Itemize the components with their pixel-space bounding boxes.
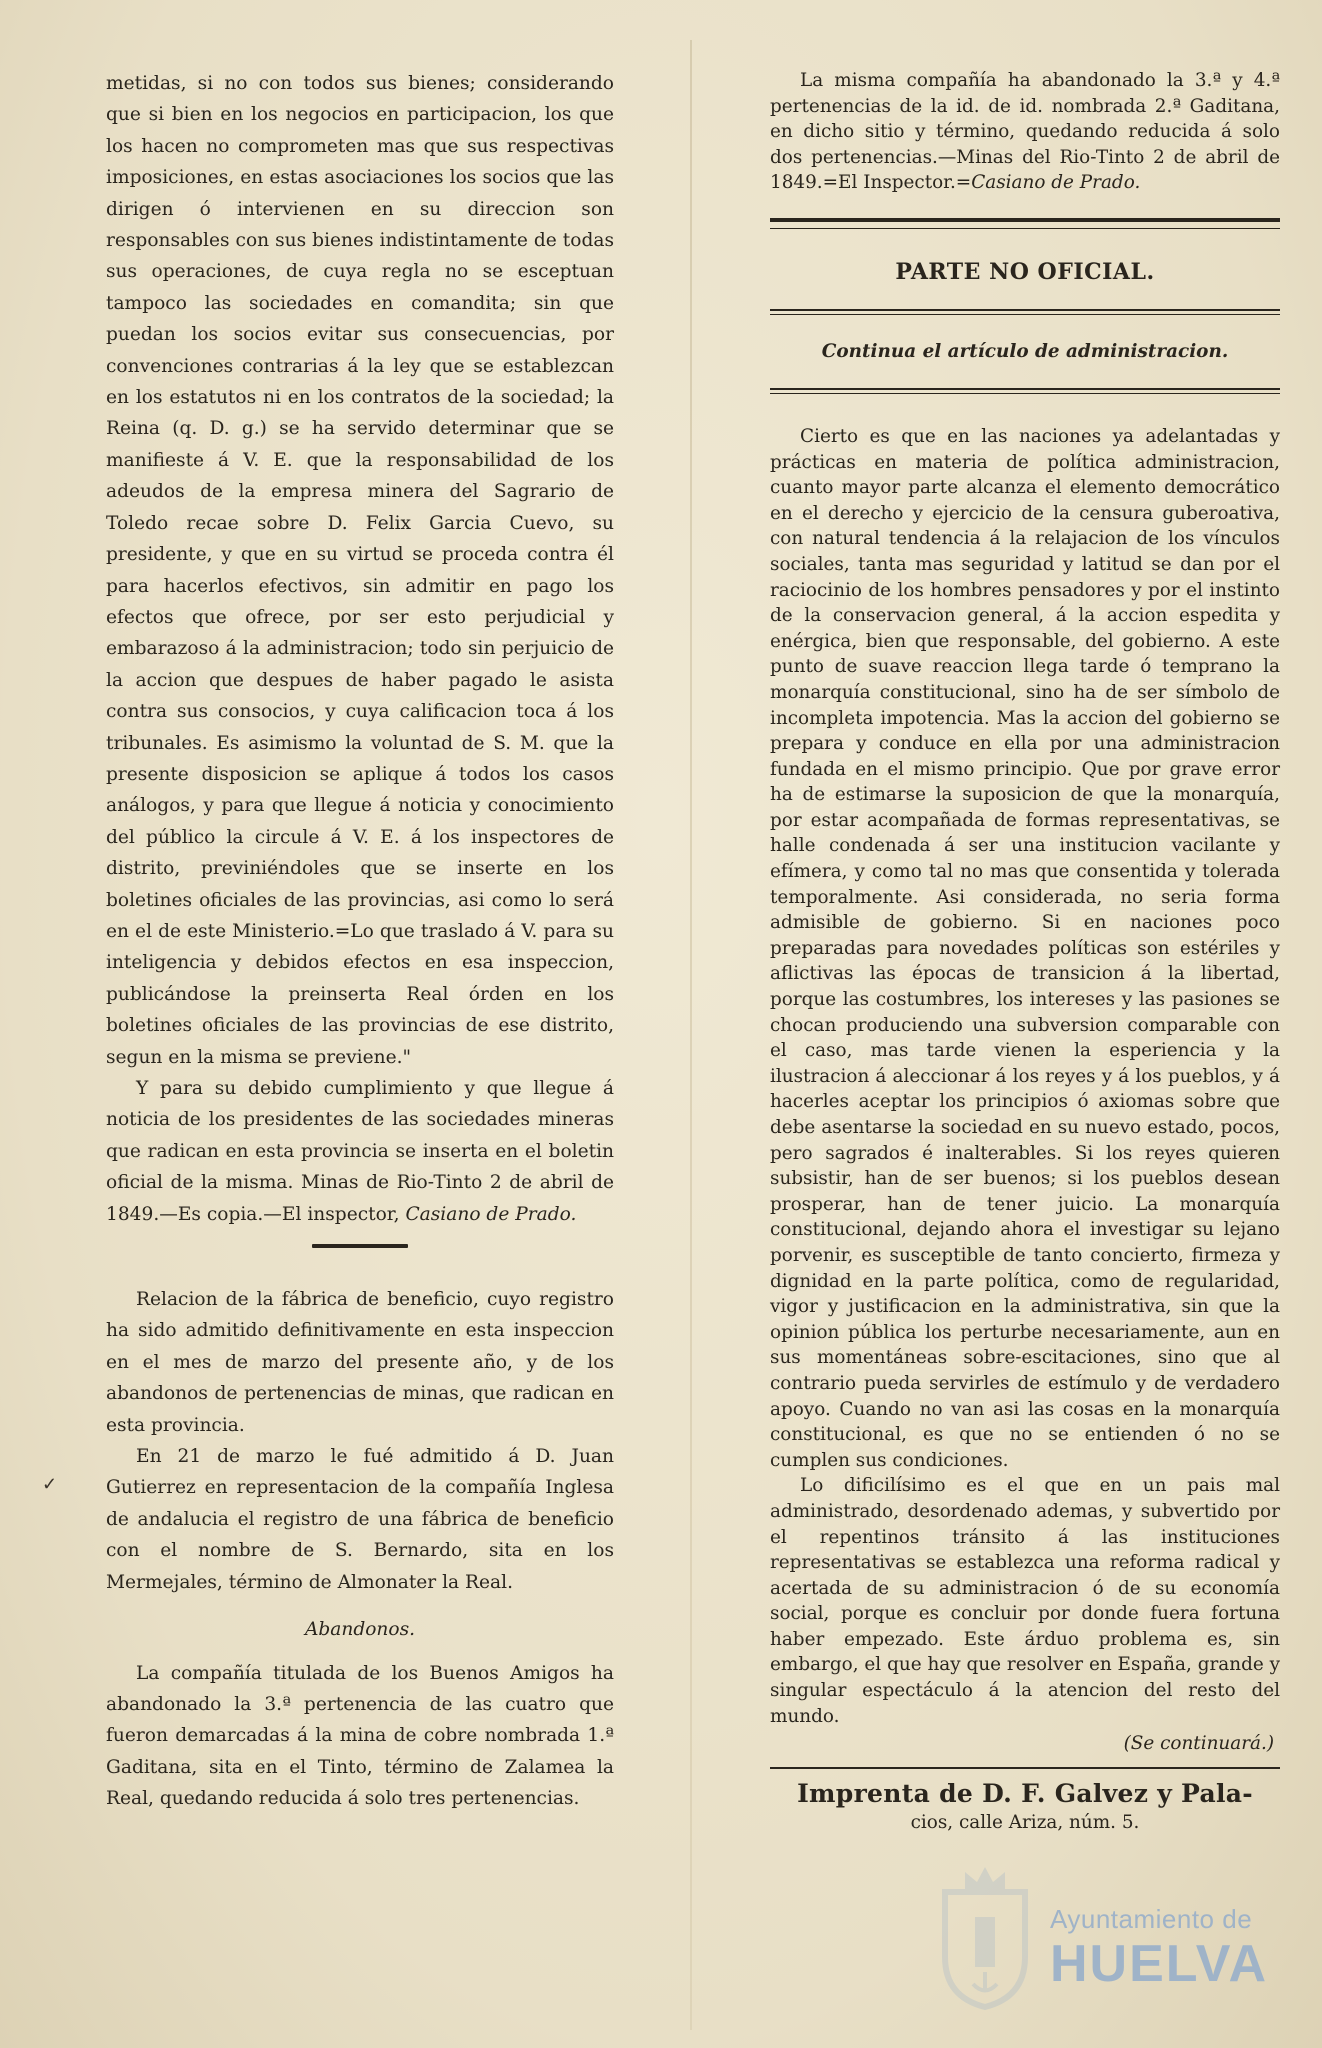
abandonos-heading: Abandonos.	[304, 1619, 416, 1641]
imprint-line-2: cios, calle Ariza, núm. 5.	[910, 1811, 1140, 1833]
left-paragraph-2	[106, 1073, 614, 1230]
imprint-line-1: Imprenta de D. F. Galvez y Pala-	[797, 1778, 1253, 1808]
section-subtitle: Continua el artículo de administracion.	[821, 340, 1229, 362]
right-paragraph-3: Lo dificilísimo es el que en un pais mal administrado, desordenado ademas, y subvertido por el repentinos tránsito á las instituciones representativas se establezca una reforma radical y acertada de su administracion ó de su economía social, porque es concluir por donde fuera fortuna haber empezado. Este árduo problema es, sin embargo, el que hay que resolver en España, grande y singular espectáculo á la atencion del resto del mundo.	[770, 1475, 1280, 1727]
right-signature: Casiano de Prado.	[971, 172, 1141, 194]
left-paragraph-2-text: Y para su debido cumplimiento y que llegue á noticia de los presidentes de las sociedades mineras que radican en esta provincia se inserta en el boletin oficial de la misma. Minas de Rio-Tinto 2 de abril de 1849.—Es copia.—El inspector,	[106, 1078, 614, 1225]
coat-of-arms-icon	[935, 1862, 1035, 2012]
subtitle-divider	[770, 388, 1280, 394]
right-column	[770, 68, 1280, 1833]
imprint-divider	[770, 1767, 1280, 1769]
section-title: PARTE NO OFICIAL.	[895, 258, 1155, 285]
right-paragraph-1	[770, 68, 1280, 196]
column-gutter	[690, 40, 692, 2030]
margin-mark: ✓	[42, 1474, 58, 1495]
left-paragraph-5: La compañía titulada de los Buenos Amigos ha abandonado la 3.ª pertenencia de las cuatro que fueron demarcadas á la mina de cobre nombrada 1.ª Gaditana, sita en el Tinto, término de Zalamea la Real, quedando reducida á solo tres pertenencias.	[106, 1662, 614, 1810]
left-paragraph-1: metidas, si no con todos sus bienes; considerando que si bien en los negocios en participacion, los que los hacen no comprometen mas que sus respectivas imposiciones, en estas asociaciones los socios que las dirigen ó intervienen en su direccion son responsables con sus bienes indistintamente de todas sus operaciones, de cuya regla no se esceptuan tampoco las sociedades en comandita; sin que puedan los socios evitar sus consecuencias, por convenciones contrarias á la ley que se establezcan en los estatutos ni en los contratos de la sociedad; la Reina (q. D. g.) se ha servido determinar que se manifieste á V. E. que la responsabilidad de los adeudos de la empresa minera del Sagrario de Toledo recae sobre D. Felix Garcia Cuevo, su presidente, y que en su virtud se proceda contra él para hacerlos efectivos, sin admitir en pago los efectos que ofrece, por ser esto perjudicial y embarazoso á la administracion; todo sin perjuicio de la accion que despues de haber pagado le asista contra sus consocios, y cuya calificacion toca á los tribunales. Es asimismo la voluntad de S. M. que la presente disposicion se aplique á todos los casos análogos, y para que llegue á noticia y conocimiento del público la circule á V. E. á los inspectores de distrito, previniéndoles que se inserte en los boletines oficiales de las provincias, asi como lo será en el de este Ministerio.=Lo que traslado á V. para su inteligencia y debidos efectos en esa inspeccion, publicándose la preinserta Real órden en los boletines oficiales de las provincias de ese distrito, segun en la misma se previene."	[106, 73, 614, 1068]
left-paragraph-3: Relacion de la fábrica de beneficio, cuyo registro ha sido admitido definitivamente en esta inspeccion en el mes de marzo del presente año, y de los abandonos de pertenencias de minas, que radican en esta provincia.	[106, 1289, 614, 1436]
left-signature: Casiano de Prado.	[405, 1203, 577, 1225]
left-paragraph-4: En 21 de marzo le fué admitido á D. Juan Gutierrez en representacion de la compañía Inglesa de andalucia el registro de una fábrica de beneficio con el nombre de S. Bernardo, sita en los Mermejales, término de Almonater la Real.	[106, 1446, 614, 1593]
heavy-divider	[770, 218, 1280, 229]
watermark-line-1: Ayuntamiento de	[1050, 1904, 1253, 1934]
right-paragraph-2: Cierto es que en las naciones ya adelantadas y prácticas en materia de política administracion, cuanto mayor parte alcanza el elemento democrático en el derecho y ejercicio de la censura guberoativa, con natural tendencia á la relajacion de los vínculos sociales, tanta mas seguridad y latitud se dan por el raciocinio de los hombres pensadores y por el instinto de la conservacion general, á la accion espedita y enérgica, bien que responsable, del gobierno. A este punto de suave reaccion llega tarde ó temprano la monarquía constitucional, sino ha de ser símbolo de incompleta impotencia. Mas la accion del gobierno se prepara y conduce en ella por una administracion fundada en el mismo principio. Que por grave error ha de estimarse la suposicion de que la monarquía, por estar acompañada de formas representativas, se halle condenada á ser una institucion vacilante y efímera, y como tal no mas que consentida y tolerada temporalmente. Asi considerada, no seria forma admisible de gobierno. Si en naciones poco preparadas para novedades políticas son estériles y aflictivas las épocas de transicion á la libertad, porque las costumbres, los intereses y las pasiones se chocan produciendo una subversion comparable con el caso, mas tarde vienen la esperiencia y la ilustracion á aleccionar á los reyes y á los pueblos, y á hacerles aceptar los principios ó axiomas sobre que debe asentarse la sociedad en su nuevo estado, pocos, pero sagrados é inalterables. Si los reyes quieren subsistir, han de ser buenos; si los pueblos desean prosperar, han de tener juicio. La monarquía constitucional, dejando ahora el investigar su lejano porvenir, es susceptible de tanto concierto, firmeza y dignidad en la parte política, como de regularidad, vigor y justificacion en la administrativa, sin que la opinion pública los perturbe necesariamente, aun en sus momentáneas sobre-escitaciones, sino que al contrario pueda servirles de estímulo y de verdadero apoyo. Cuando no van asi las cosas en la monarquía constitucional, es que no se entienden ó no se cumplen sus condiciones.	[770, 425, 1280, 1471]
watermark-line-2: HUELVA	[1050, 1935, 1269, 1993]
right-paragraph-1-text: La misma compañía ha abandonado la 3.ª y 4.ª pertenencias de la id. de id. nombrada 2.ª Gaditana, en dicho sitio y término, quedando reducida á solo dos pertenencias.—Minas del Rio-Tinto 2 de abril de 1849.=El Inspector.=	[770, 70, 1280, 194]
section-divider	[312, 1244, 408, 1248]
continuation-note: (Se continuará.)	[1123, 1733, 1274, 1755]
title-divider	[770, 309, 1280, 315]
left-column	[106, 68, 614, 1815]
